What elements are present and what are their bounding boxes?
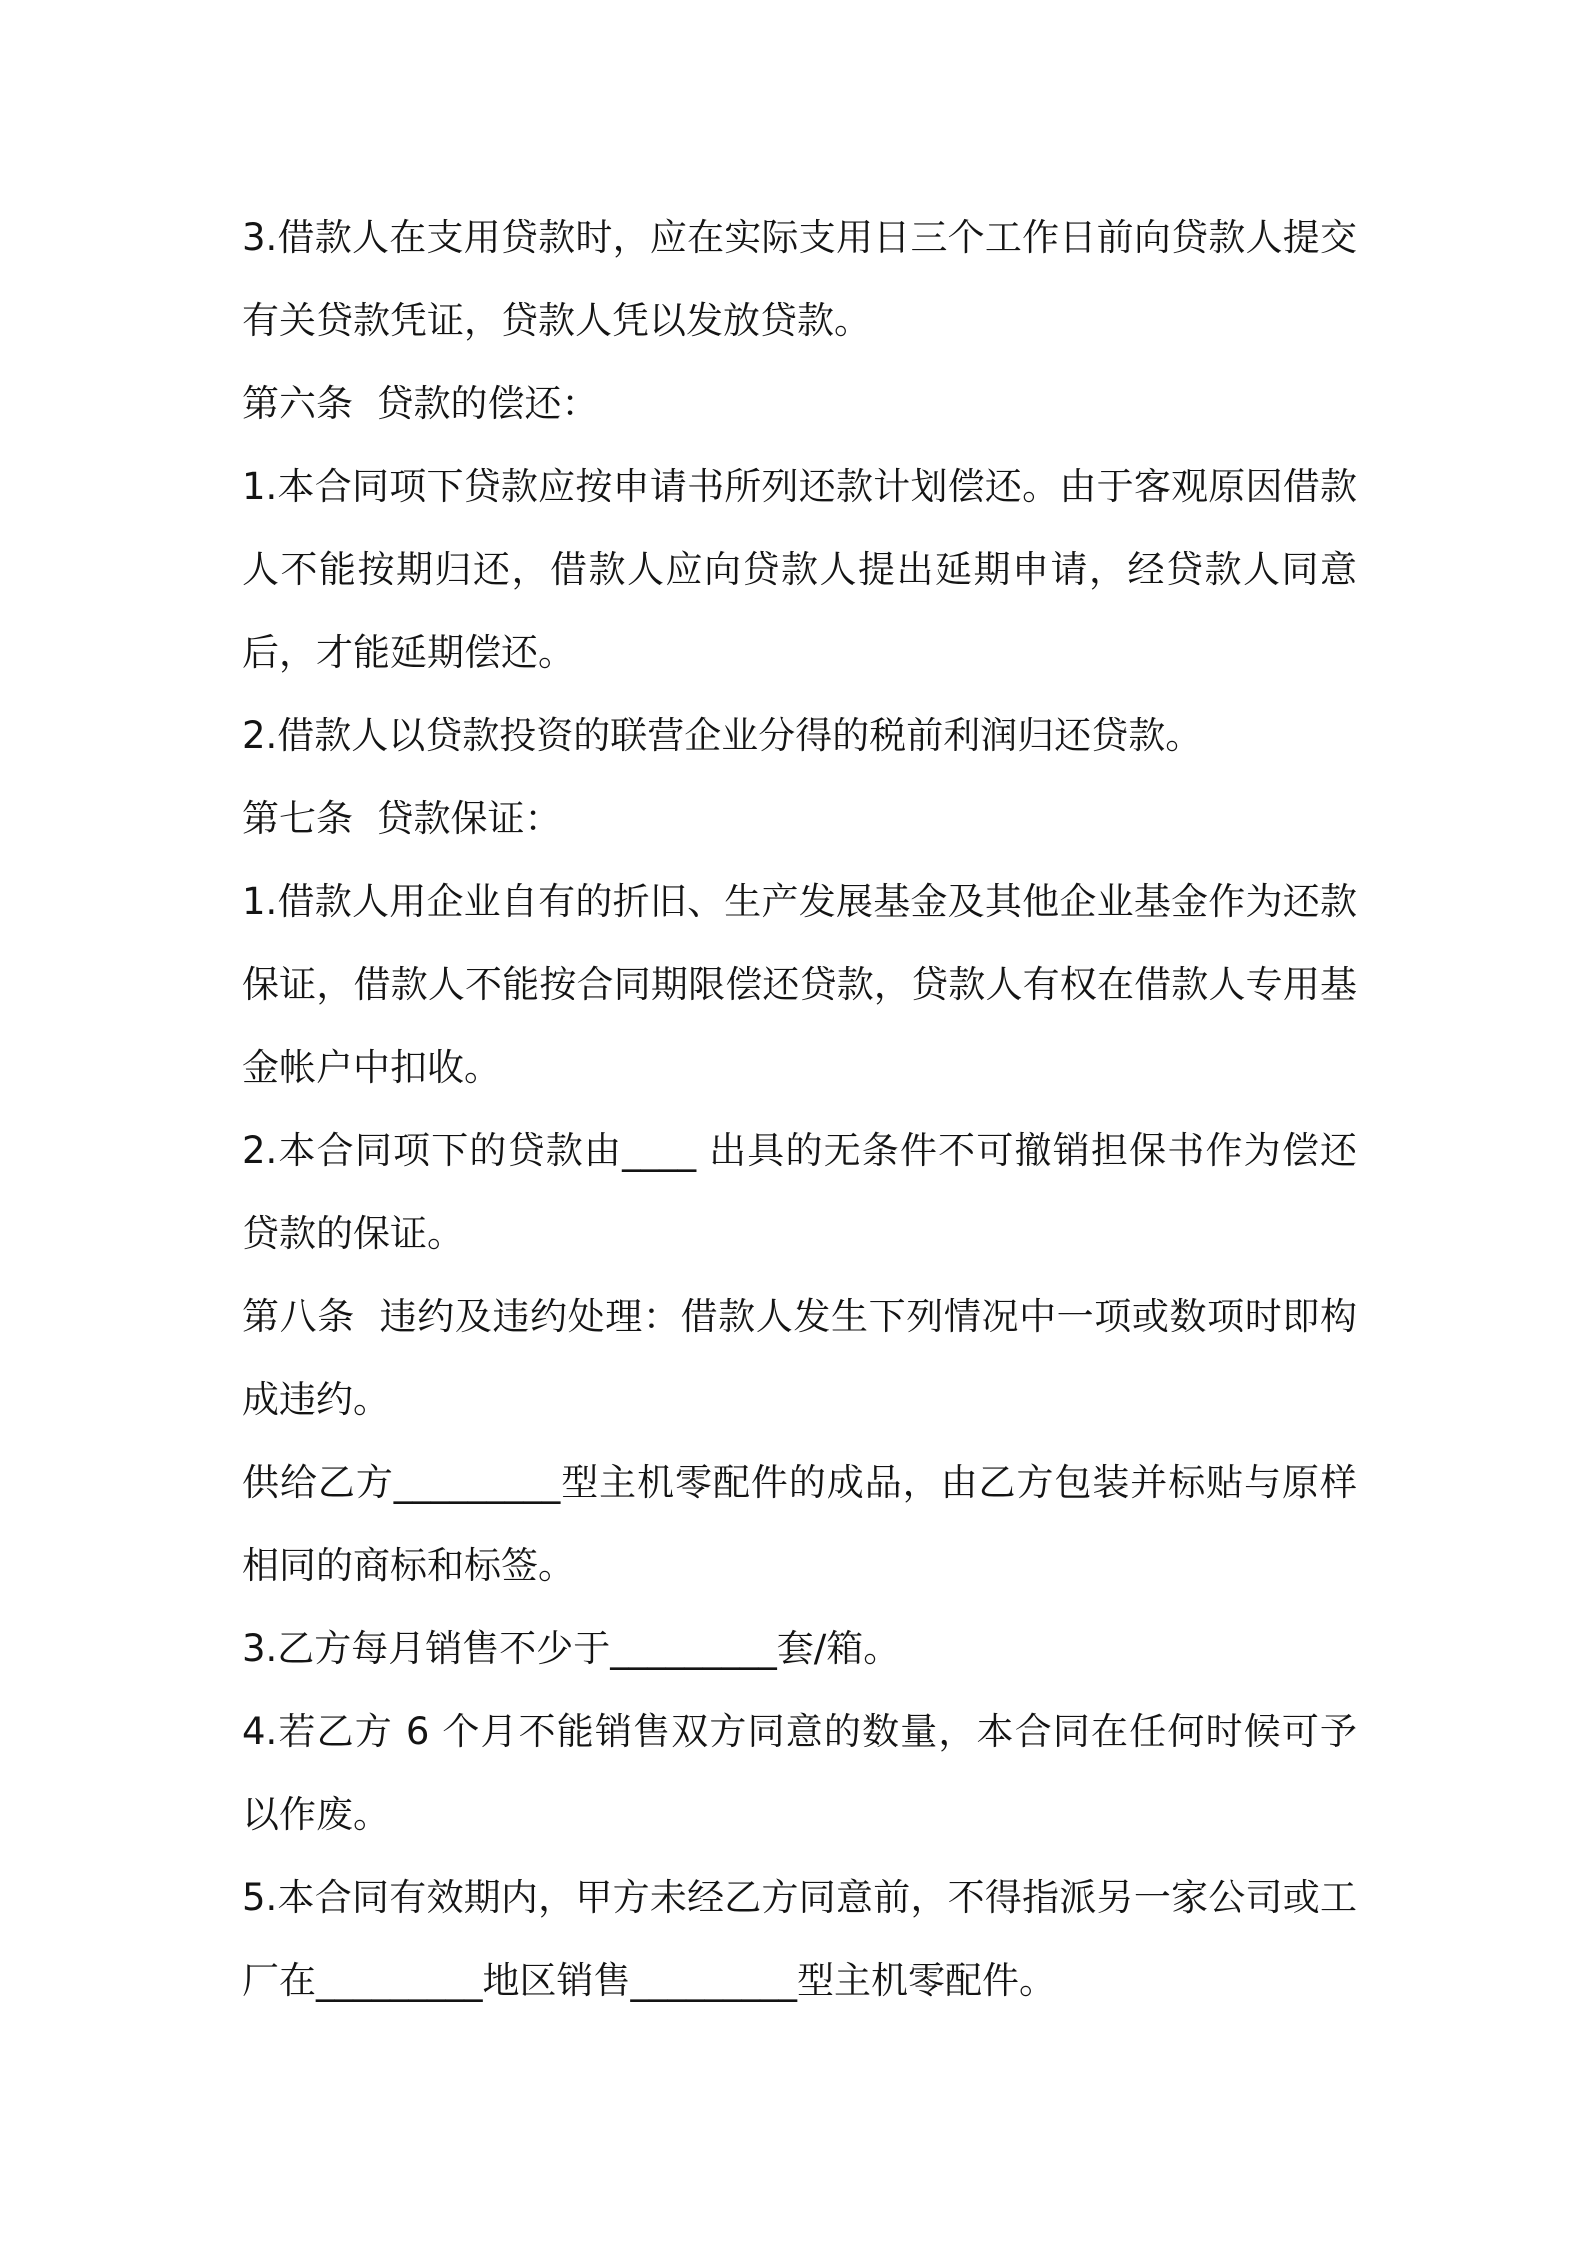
paragraph-supply-parts: 供给乙方_________型主机零配件的成品，由乙方包装并标贴与原样相同的商标和标签。 xyxy=(242,1461,1357,1587)
paragraph-4-termination: 4.若乙方 6 个月不能销售双方同意的数量，本合同在任何时候可予以作废。 xyxy=(242,1710,1357,1836)
paragraph-5-3-disbursement-docs: 3.借款人在支用贷款时，应在实际支用日三个工作日前向贷款人提交有关贷款凭证，贷款人凭以发放贷款。 xyxy=(242,216,1357,342)
paragraph-5-exclusivity: 5.本合同有效期内，甲方未经乙方同意前，不得指派另一家公司或工厂在_________地区销售_________型主机零配件。 xyxy=(242,1876,1357,2002)
paragraph-7-2-guarantor: 2.本合同项下的贷款由____ 出具的无条件不可撤销担保书作为偿还贷款的保证。 xyxy=(242,1129,1357,1255)
paragraph-6-1-repayment-plan: 1.本合同项下贷款应按申请书所列还款计划偿还。由于客观原因借款人不能按期归还，借款人应向贷款人提出延期申请，经贷款人同意后，才能延期偿还。 xyxy=(242,465,1357,674)
heading-article-8-default: 第八条 违约及违约处理：借款人发生下列情况中一项或数项时即构成违约。 xyxy=(242,1295,1357,1421)
heading-article-7-guarantee: 第七条 贷款保证： xyxy=(242,797,562,840)
heading-article-6-repayment: 第六条 贷款的偿还： xyxy=(242,382,599,425)
document-body xyxy=(242,196,1357,2022)
paragraph-6-2-repayment-source: 2.借款人以贷款投资的联营企业分得的税前利润归还贷款。 xyxy=(242,714,1203,757)
paragraph-7-1-fund-guarantee: 1.借款人用企业自有的折旧、生产发展基金及其他企业基金作为还款保证，借款人不能按合同期限偿还贷款，贷款人有权在借款人专用基金帐户中扣收。 xyxy=(242,880,1357,1089)
paragraph-3-monthly-sales: 3.乙方每月销售不少于_________套/箱。 xyxy=(242,1627,901,1670)
